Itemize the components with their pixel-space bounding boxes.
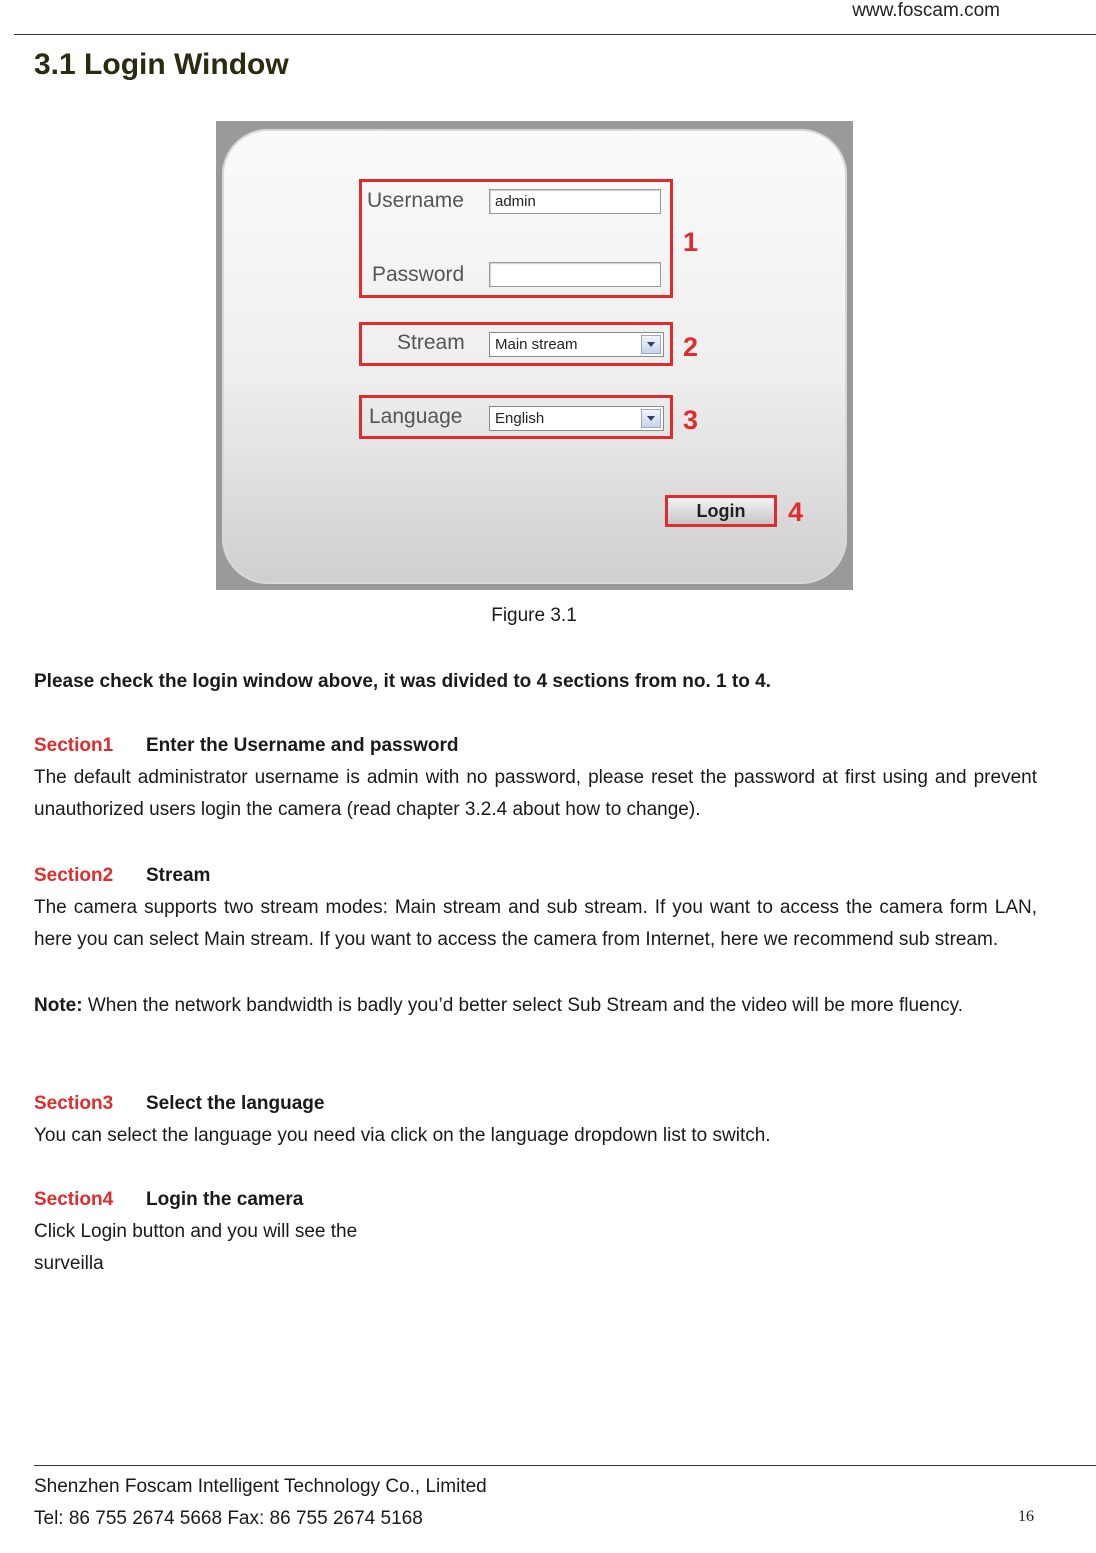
section1-body: The default administrator username is admin with no password, please reset the password at first using and prevent unauthorized users login the camera (read chapter 3.2.4 about how to change). — [34, 767, 1037, 820]
footer-company: Shenzhen Foscam Intelligent Technology Co., Limited — [34, 1476, 487, 1497]
section4-body-line1: Click Login button and you will see the — [34, 1221, 358, 1242]
section3-body: You can select the language you need via click on the language dropdown list to switch. — [34, 1125, 771, 1146]
username-input[interactable]: admin — [489, 189, 661, 214]
login-panel — [222, 129, 847, 584]
language-label: Language — [369, 405, 463, 428]
section2-tag: Section2 — [34, 865, 114, 886]
section1-heading — [34, 735, 459, 757]
marker-1: 1 — [683, 227, 699, 257]
note-label: Note: — [34, 995, 83, 1016]
intro-text: Please check the login window above, it was divided to 4 sections from no. 1 to 4. — [34, 671, 771, 692]
section4-body-line2: surveilla — [34, 1253, 104, 1274]
chevron-down-icon[interactable] — [641, 409, 661, 428]
marker-3: 3 — [683, 405, 699, 435]
login-button[interactable]: Login — [665, 495, 777, 527]
header-rule — [14, 34, 1096, 35]
language-select[interactable] — [489, 406, 664, 431]
stream-select[interactable] — [489, 332, 664, 357]
page-title: 3.1 Login Window — [34, 48, 289, 81]
section2-title: Stream — [146, 865, 211, 886]
section1-title: Enter the Username and password — [146, 735, 459, 756]
section4-tag: Section4 — [34, 1189, 114, 1210]
password-label: Password — [372, 263, 465, 286]
stream-label: Stream — [397, 331, 465, 354]
language-select-value: English — [495, 410, 545, 427]
section3-title: Select the language — [146, 1093, 325, 1114]
section3-heading — [34, 1093, 324, 1115]
footer-rule — [34, 1465, 1096, 1466]
stream-select-value: Main stream — [495, 336, 578, 353]
marker-4: 4 — [788, 497, 804, 527]
section2-heading — [34, 865, 210, 887]
site-url: www.foscam.com — [852, 0, 1000, 21]
login-window-figure — [216, 121, 853, 590]
marker-2: 2 — [683, 332, 699, 362]
section4-heading — [34, 1189, 303, 1211]
section2-note — [34, 990, 1037, 1022]
chevron-down-icon[interactable] — [641, 335, 661, 354]
figure-caption: Figure 3.1 — [491, 605, 577, 626]
page-number: 16 — [1018, 1508, 1034, 1525]
footer-contact: Tel: 86 755 2674 5668 Fax: 86 755 2674 5168 — [34, 1508, 423, 1529]
section2-body: The camera supports two stream modes: Main stream and sub stream. If you want to access the camera form LAN, here you can select Main stream. If you want to access the camera from Internet, here we recommend sub stream. — [34, 897, 1037, 950]
section4-title: Login the camera — [146, 1189, 304, 1210]
section1-tag: Section1 — [34, 735, 114, 756]
note-text: When the network bandwidth is badly you’d better select Sub Stream and the video will be more fluency. — [82, 995, 964, 1016]
password-input[interactable] — [489, 262, 661, 287]
section3-tag: Section3 — [34, 1093, 114, 1114]
username-label: Username — [367, 189, 464, 212]
